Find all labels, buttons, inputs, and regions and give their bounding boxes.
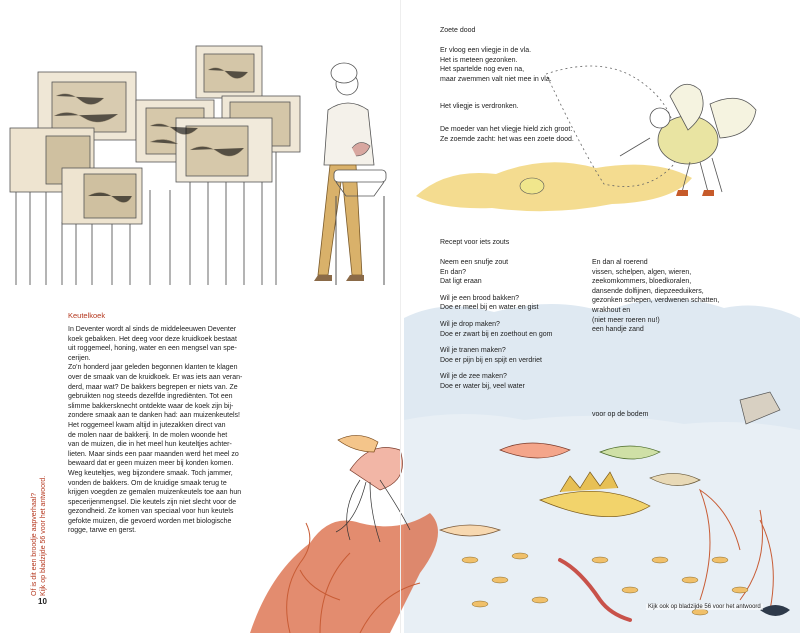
sidebar-note-line: Kijk op bladzijde 56 voor het antwoord. bbox=[40, 475, 47, 596]
poem-line: (niet meer roeren nu!) bbox=[592, 316, 660, 324]
body-line: van de muizen, die in het meel hun keuteltjes achter- bbox=[68, 441, 232, 449]
poem-line: Wil je de zee maken? bbox=[440, 373, 507, 381]
body-line: krijgen voegden ze gemalen muizenkeutels toe aan hun bbox=[68, 489, 242, 497]
sidebar-note bbox=[30, 476, 48, 596]
poem-line: Ze zoemde zacht: het was een zoete dood. bbox=[440, 135, 574, 143]
stanza-gap bbox=[440, 339, 590, 346]
poem-line: maar zwemmen valt niet mee in vla. bbox=[440, 75, 552, 83]
poem-line: dansende dolfijnen, diepzeeduikers, bbox=[592, 287, 704, 295]
poem-line: Het is meteen gezonken. bbox=[440, 56, 518, 64]
poem-line: vissen, schelpen, algen, wieren, bbox=[592, 268, 692, 276]
stanza-gap bbox=[440, 365, 590, 372]
poem-line: Wil je tranen maken? bbox=[440, 347, 506, 355]
body-line: Het roggemeel kwam altijd in jutezakken direct van bbox=[68, 421, 226, 429]
poem1-title: Zoete dood bbox=[440, 27, 476, 34]
poem-line: gezonken schepen, verdwenen schatten, bbox=[592, 297, 720, 305]
body-line: uit roggemeel, honing, water en een mengsel van spe- bbox=[68, 345, 237, 353]
body-line: de molen naar de bakkerij. In de molen woonde het bbox=[68, 431, 228, 439]
poem1-stanza1 bbox=[440, 46, 620, 84]
left-body bbox=[68, 325, 278, 536]
body-line: gefokte muizen, die gevoerd worden met biologische bbox=[68, 517, 232, 525]
poem-line: wrakhout en bbox=[592, 306, 631, 314]
page-number: 10 bbox=[38, 597, 47, 606]
poem2-title: Recept voor iets zouts bbox=[440, 239, 510, 246]
body-line: cerijen. bbox=[68, 354, 91, 362]
poem-line: zeekomkommers, bloedkoralen, bbox=[592, 278, 692, 286]
poem-line: een handje zand bbox=[592, 326, 644, 334]
poem2-column1 bbox=[440, 258, 590, 392]
poem-line: En dan al roerend bbox=[592, 259, 648, 266]
poem2-column2 bbox=[592, 258, 792, 335]
body-line: Zo'n honderd jaar geleden begonnen klanten te klagen bbox=[68, 364, 238, 372]
body-line: derd, maar wat? De bakkers begrepen er niets van. Ze bbox=[68, 383, 238, 391]
baker-with-mouse-cages-illustration bbox=[10, 46, 386, 285]
sidebar-note-line: Of is dit een broodje aapverhaal? bbox=[31, 492, 38, 596]
poem-line: Doe er pijn bij en spijt en verdriet bbox=[440, 356, 542, 364]
body-line: zondere smaak aan te danken had: aan muizenkeutels! bbox=[68, 412, 241, 420]
poem-line: En dan? bbox=[440, 268, 467, 276]
body-line: gebruikten nog steeds dezelfde ingrediënten. Tot een bbox=[68, 393, 233, 401]
poem-line: Doe er zwart bij en zoethout en gom bbox=[440, 330, 553, 338]
poem-line: Wil je een brood bakken? bbox=[440, 294, 519, 302]
poem-line: Doe er water bij, veel water bbox=[440, 382, 525, 390]
left-heading: Keutelkoek bbox=[68, 311, 106, 320]
poem-line: Dat ligt eraan bbox=[440, 278, 482, 286]
body-line: lieten. Maar sinds een paar maanden werd het meel zo bbox=[68, 450, 239, 458]
body-line: rogge, tarwe en gerst. bbox=[68, 527, 137, 535]
caption: Kijk ook op bladzijde 56 voor het antwoord bbox=[648, 604, 761, 610]
body-line: slimme bakkersknecht ontdekte waar de koek zijn bij- bbox=[68, 402, 234, 410]
poem2-final-line: voor op de bodem bbox=[592, 411, 649, 418]
poem-line: Er vloog een vliegje in de vla. bbox=[440, 47, 532, 54]
stanza-gap bbox=[440, 287, 590, 294]
body-line: vonden de bakkers. Om de kruidige smaak terug te bbox=[68, 479, 227, 487]
body-line: gezondheid. Ze komen van speciaal voor hun keutels bbox=[68, 508, 234, 516]
body-line: Weg keuteltjes, weg bijzondere smaak. Toch jammer, bbox=[68, 469, 233, 477]
body-line: specerijenmengsel. Die keutels zijn niet slecht voor de bbox=[68, 498, 237, 506]
stanza-gap bbox=[440, 313, 590, 320]
poem-line: De moeder van het vliegje hield zich groot. bbox=[440, 126, 573, 133]
body-line: over de smaak van de kruidkoek. Er was iets aan veran- bbox=[68, 373, 243, 381]
poem-line: Doe er meel bij en water en gist bbox=[440, 304, 539, 312]
poem-line: Het spartelde nog even na, bbox=[440, 66, 525, 74]
page-gutter bbox=[400, 0, 401, 633]
body-line: In Deventer wordt al sinds de middeleeuwen Deventer bbox=[68, 326, 237, 333]
body-line: koek gebakken. Het deeg voor deze kruidkoek bestaat bbox=[68, 335, 237, 343]
poem-line: Wil je drop maken? bbox=[440, 320, 500, 328]
poem1-stanza2: Het vliegje is verdronken. bbox=[440, 103, 519, 110]
body-line: bewaard dat er geen muizen meer bij konden komen. bbox=[68, 460, 234, 468]
poem-line: Neem een snufje zout bbox=[440, 259, 509, 266]
poem1-stanza3 bbox=[440, 125, 640, 144]
